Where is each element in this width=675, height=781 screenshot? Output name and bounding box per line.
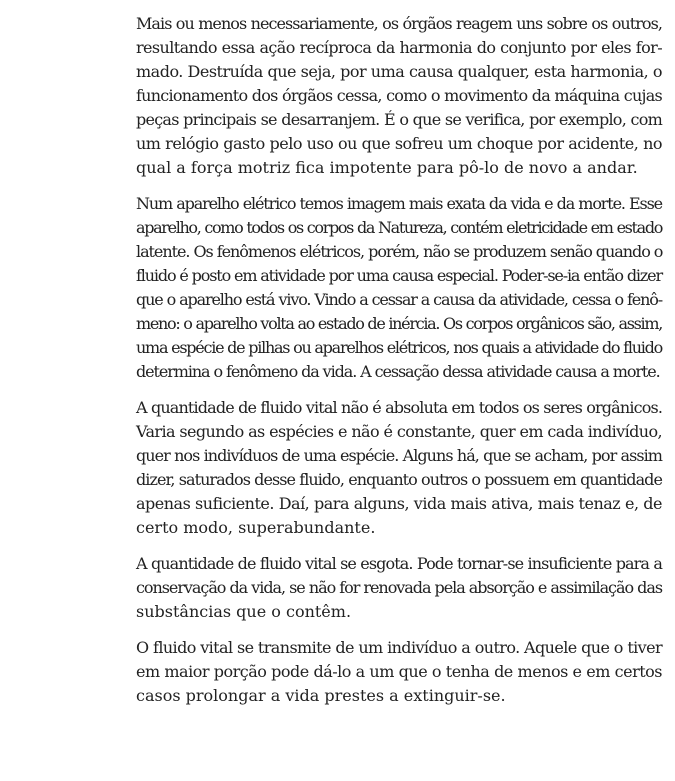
paragraph-1 — [136, 12, 662, 180]
text-line: latente. Os fenômenos elétricos, porém, não se produzem senão quando o — [136, 242, 663, 261]
text-line: Mais ou menos necessariamente, os órgãos reagem uns sobre os outros, — [136, 14, 662, 33]
text-line: A quantidade de fluido vital se esgota. Pode tornar-se insuficiente para a — [136, 554, 662, 573]
text-line: Varia segundo as espécies e não é constante, quer em cada indivíduo, — [136, 422, 662, 441]
text-line: fluido é posto em atividade por uma causa especial. Poder-se-ia então dizer — [136, 266, 662, 285]
document-page — [136, 12, 662, 708]
text-line: meno: o aparelho volta ao estado de inércia. Os corpos orgânicos são, assim, — [136, 314, 662, 333]
paragraph-3 — [136, 396, 662, 540]
paragraph-2 — [136, 192, 662, 384]
text-line: peças principais se desarranjem. É o que se verifica, por exemplo, com — [136, 110, 662, 129]
text-line: conservação da vida, se não for renovada pela absorção e assimilação das — [136, 578, 662, 597]
text-line: A quantidade de fluido vital não é absoluta em todos os seres orgânicos. — [136, 398, 663, 417]
text-line: um relógio gasto pelo uso ou que sofreu um choque por acidente, no — [136, 134, 662, 153]
paragraph-4 — [136, 552, 662, 624]
text-line: certo modo, superabundante. — [136, 518, 376, 537]
text-line: aparelho, como todos os corpos da Natureza, contém eletricidade em estado — [136, 218, 662, 237]
text-line: qual a força motriz fica impotente para pô-lo de novo a andar. — [136, 158, 638, 177]
text-line: uma espécie de pilhas ou aparelhos elétricos, nos quais a atividade do fluido — [136, 338, 662, 357]
text-line: casos prolongar a vida prestes a extinguir-se. — [136, 686, 506, 705]
text-line: mado. Destruída que seja, por uma causa qualquer, esta harmonia, o — [136, 62, 662, 81]
text-line: Num aparelho elétrico temos imagem mais exata da vida e da morte. Esse — [136, 194, 662, 213]
text-line: O fluido vital se transmite de um indivíduo a outro. Aquele que o tiver — [136, 638, 663, 657]
text-line: funcionamento dos órgãos cessa, como o movimento da máquina cujas — [136, 86, 662, 105]
text-line: resultando essa ação recíproca da harmonia do conjunto por eles for- — [136, 38, 662, 57]
text-line: que o aparelho está vivo. Vindo a cessar a causa da atividade, cessa o fenô- — [136, 290, 662, 309]
text-line: em maior porção pode dá-lo a um que o tenha de menos e em certos — [136, 662, 662, 681]
text-line: determina o fenômeno da vida. A cessação dessa atividade causa a morte. — [136, 362, 660, 381]
text-line: dizer, saturados desse fluido, enquanto outros o possuem em quantidade — [136, 470, 662, 489]
text-line: apenas suficiente. Daí, para alguns, vida mais ativa, mais tenaz e, de — [136, 494, 662, 513]
paragraph-5 — [136, 636, 662, 708]
text-line: substâncias que o contêm. — [136, 602, 352, 621]
text-line: quer nos indivíduos de uma espécie. Alguns há, que se acham, por assim — [136, 446, 662, 465]
